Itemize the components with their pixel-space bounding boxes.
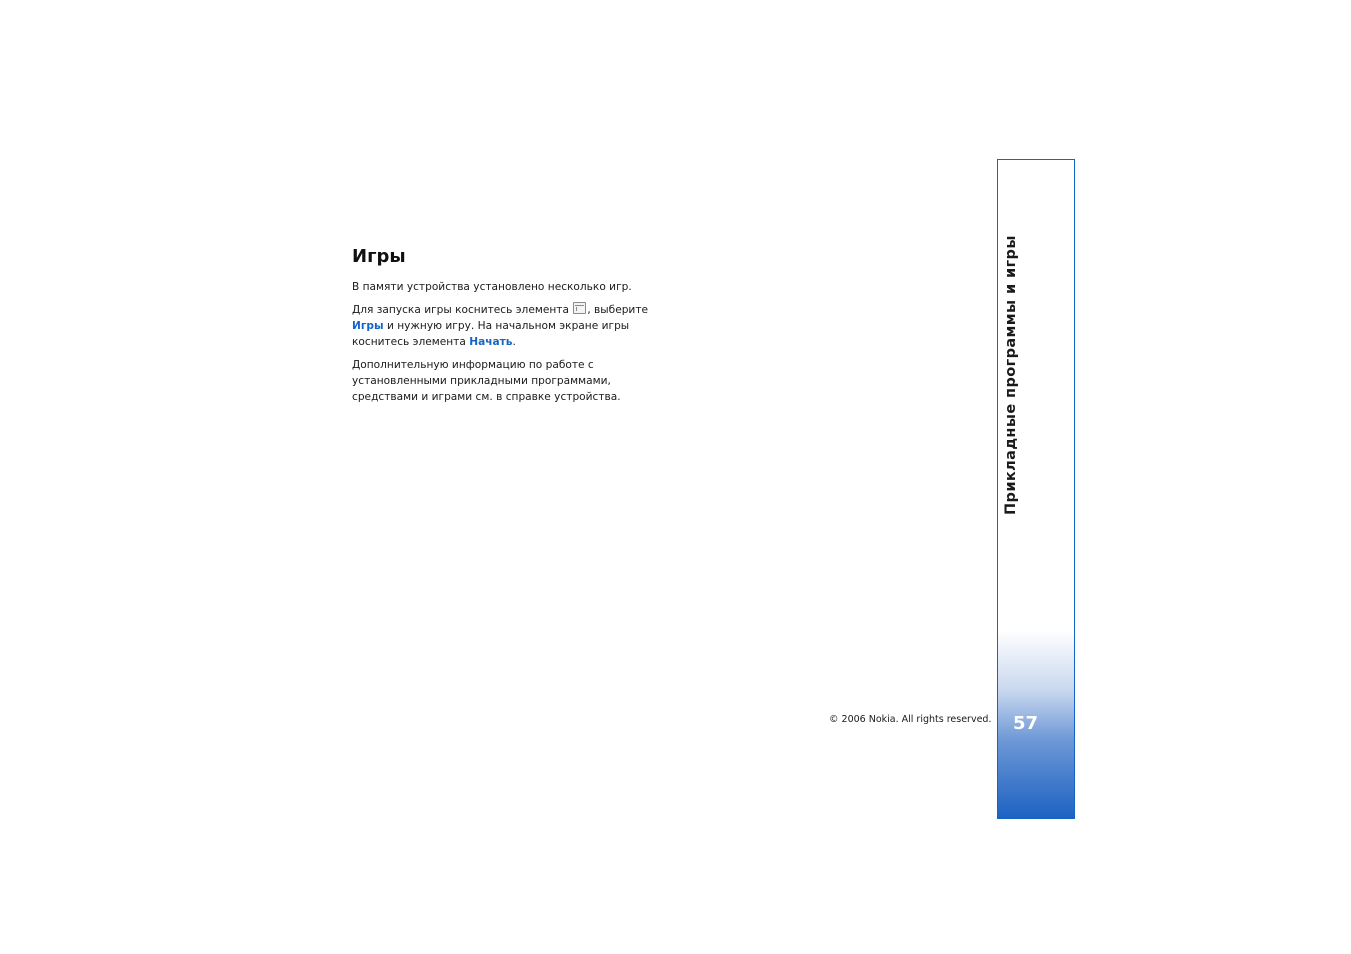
instructions-text-4: . (512, 336, 516, 348)
chapter-side-tab (997, 159, 1075, 819)
instructions-text-3: и нужную игру. На начальном экране игры коснитесь элемента (352, 320, 630, 348)
chapter-label-wrap (998, 160, 1028, 520)
section-title: Игры (352, 246, 406, 267)
games-link[interactable]: Игры (352, 320, 384, 332)
main-content (352, 246, 652, 412)
chapter-label: Прикладные программы и игры (1003, 235, 1019, 515)
copyright-notice: © 2006 Nokia. All rights reserved. (829, 714, 992, 725)
instructions-text-2: , выберите (587, 304, 649, 316)
instructions-paragraph (352, 302, 652, 350)
instructions-text-1: Для запуска игры коснитесь элемента (352, 304, 573, 316)
page-number: 57 (1013, 713, 1039, 734)
start-link[interactable]: Начать (469, 336, 513, 348)
menu-icon (573, 302, 586, 314)
intro-paragraph: В памяти устройства установлено несколько игр. (352, 281, 632, 293)
more-info-paragraph: Дополнительную информацию по работе с установленными прикладными программами, средствами и играми см. в справке устройства. (352, 359, 621, 403)
